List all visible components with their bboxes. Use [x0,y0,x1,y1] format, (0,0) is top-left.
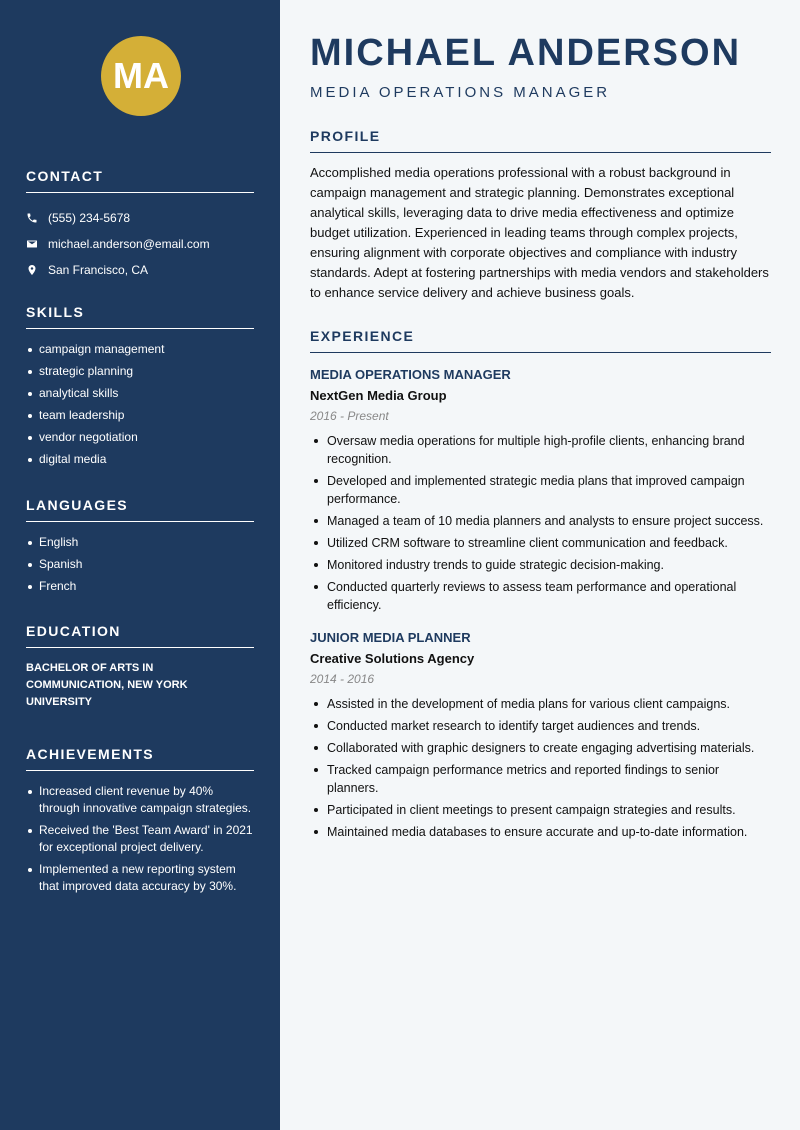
job-bullet: Managed a team of 10 media planners and analysts to ensure project success. [310,512,771,530]
contact-section [26,168,254,283]
location-pin-icon [26,264,38,276]
location-text: San Francisco, CA [48,263,149,277]
skills-heading: SKILLS [26,304,254,329]
contact-location [26,257,254,283]
language-item: Spanish [26,556,254,573]
achievements-heading: ACHIEVEMENTS [26,746,254,771]
job-bullet: Collaborated with graphic designers to create engaging advertising materials. [310,739,771,757]
job-dates: 2014 - 2016 [310,672,375,686]
skill-item: analytical skills [26,385,254,402]
job-bullet: Developed and implemented strategic media plans that improved campaign performance. [310,472,771,508]
languages-section [26,497,254,600]
job-bullet: Conducted market research to identify target audiences and trends. [310,717,771,735]
candidate-name: MICHAEL ANDERSON [310,32,742,74]
job-company: NextGen Media Group [310,388,447,403]
experience-heading: EXPERIENCE [310,328,771,353]
skill-item: campaign management [26,341,254,358]
job-company: Creative Solutions Agency [310,651,475,666]
achievement-item: Received the 'Best Team Award' in 2021 for exceptional project delivery. [26,822,254,856]
education-degree: BACHELOR OF ARTS IN COMMUNICATION, NEW YORK UNIVERSITY [26,662,188,708]
job-bullet: Oversaw media operations for multiple high-profile clients, enhancing brand recognition. [310,432,771,468]
education-section [26,623,254,711]
job-bullet: Conducted quarterly reviews to assess team performance and operational efficiency. [310,578,771,614]
candidate-title: MEDIA OPERATIONS MANAGER [310,84,611,101]
job-bullet: Utilized CRM software to streamline client communication and feedback. [310,534,771,552]
achievement-item: Implemented a new reporting system that improved data accuracy by 30%. [26,861,254,895]
email-text: michael.anderson@email.com [48,237,210,251]
skill-item: strategic planning [26,363,254,380]
contact-heading: CONTACT [26,168,254,193]
job-bullet: Assisted in the development of media plans for various client campaigns. [310,695,771,713]
job-entry [310,367,771,614]
phone-text: (555) 234-5678 [48,211,131,225]
skill-item: vendor negotiation [26,429,254,446]
email-icon [26,238,38,250]
achievements-list [26,783,254,895]
job-bullet: Maintained media databases to ensure accurate and up-to-date information. [310,823,771,841]
avatar: MA [101,36,181,116]
language-item: English [26,534,254,551]
profile-text: Accomplished media operations professional with a robust background in campaign management and strategic planning. Demonstrates exceptional analytical skills, leveraging data to drive media effectiveness and optimize budget utilization. Experienced in leading teams through complex projects, ensuring alignment with corporate objectives and compliance with industry standards. Adept at fostering partnerships with media vendors and stakeholders to enhance service delivery and achieve business goals. [310,165,769,300]
contact-email [26,231,254,257]
skill-item: team leadership [26,407,254,424]
language-item: French [26,578,254,595]
languages-heading: LANGUAGES [26,497,254,522]
sidebar [0,0,280,1130]
achievement-item: Increased client revenue by 40% through innovative campaign strategies. [26,783,254,817]
education-heading: EDUCATION [26,623,254,648]
job-entry [310,630,771,841]
experience-section [310,328,771,845]
job-bullets [310,432,771,614]
skill-item: digital media [26,451,254,468]
profile-heading: PROFILE [310,128,771,153]
achievements-section [26,746,254,900]
job-bullet: Participated in client meetings to present campaign strategies and results. [310,801,771,819]
job-title: MEDIA OPERATIONS MANAGER [310,367,511,382]
job-bullet: Monitored industry trends to guide strategic decision-making. [310,556,771,574]
skills-list [26,341,254,468]
phone-icon [26,212,38,224]
job-title: JUNIOR MEDIA PLANNER [310,630,471,645]
languages-list [26,534,254,595]
skills-section [26,304,254,473]
job-bullets [310,695,771,841]
profile-section [310,128,771,303]
contact-phone [26,205,254,231]
job-dates: 2016 - Present [310,409,389,423]
job-bullet: Tracked campaign performance metrics and reported findings to senior planners. [310,761,771,797]
